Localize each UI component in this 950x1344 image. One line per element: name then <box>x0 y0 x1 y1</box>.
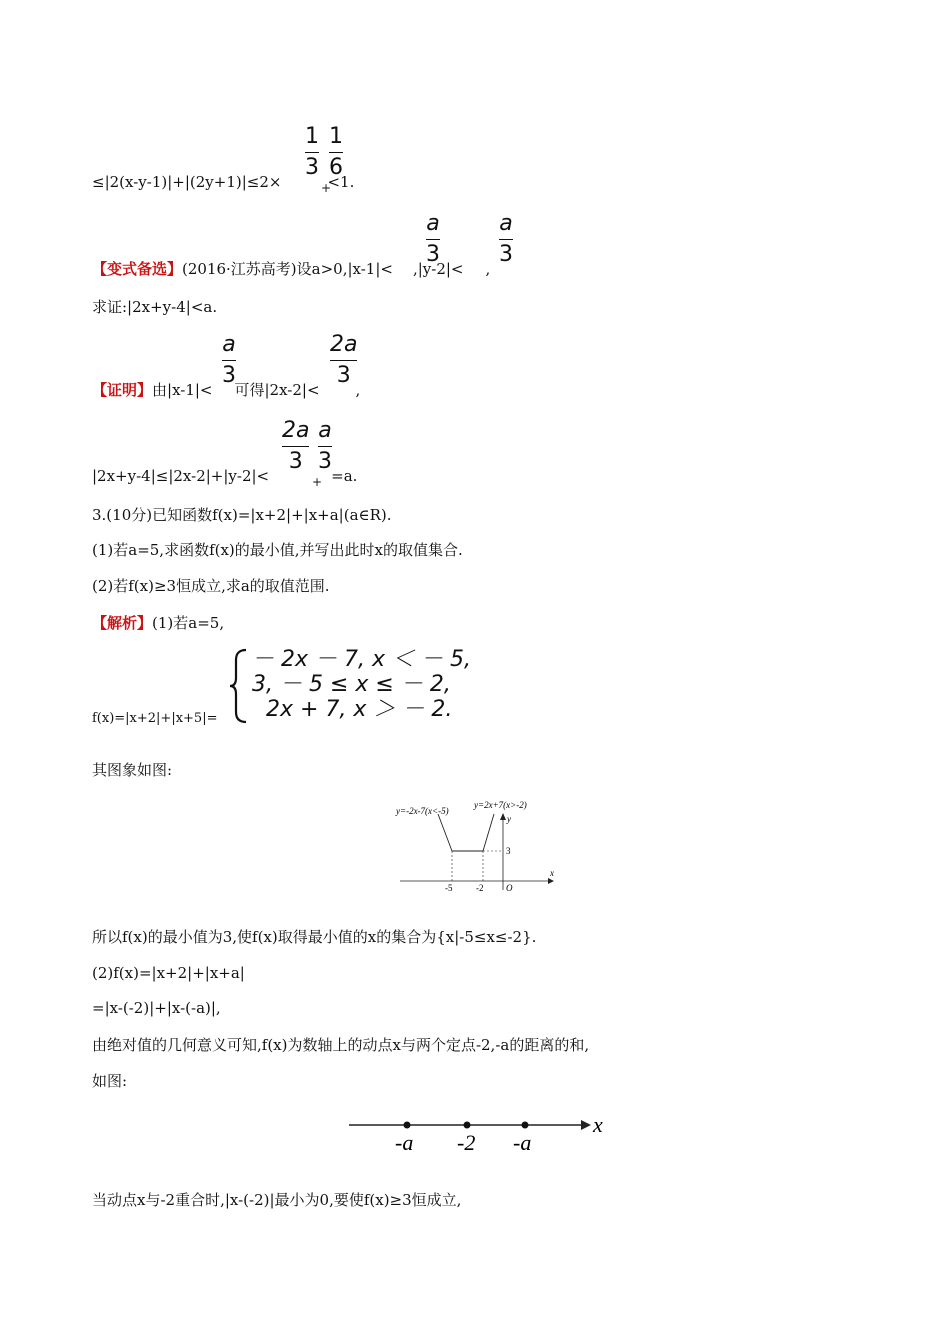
point-minus-a-right <box>522 1122 529 1129</box>
line1-text: ≤|2(x-y-1)|+|(2y+1)|≤2× <box>92 173 282 191</box>
line1-tail: <1. <box>327 173 355 191</box>
fraction-a-over-3 <box>222 332 236 389</box>
ineq-tail: =a. <box>331 467 358 485</box>
proof-mid: 可得|2x-2|< <box>234 381 320 399</box>
number-line-x-label: x <box>593 1112 603 1137</box>
ineq-text: |2x+y-4|≤|2x-2|+|y-2|< <box>92 467 270 485</box>
piecewise-case-3: 2x + 7, x ＞ － 2. <box>266 697 453 722</box>
function-graph <box>390 798 560 894</box>
label-minus-a-right: -a <box>513 1130 532 1155</box>
proof-text: 由|x-1|< <box>152 381 213 399</box>
jiexi-line <box>92 613 224 633</box>
right-branch-label: y=2x+7(x>-2) <box>474 800 527 810</box>
frac-den: 3 <box>318 449 332 474</box>
plus-sign: + <box>321 181 332 195</box>
frac-num: 1 <box>329 124 343 149</box>
proof-end: , <box>355 381 361 399</box>
question-3-part-2: (2)若f(x)≥3恒成立,求a的取值范围. <box>92 577 330 595</box>
bianshi-mid: ,|y-2|< <box>412 260 464 278</box>
part2-line-1: (2)f(x)=|x+2|+|x+a| <box>92 964 245 982</box>
piecewise-case-1: － 2x － 7, x ＜ － 5, <box>252 647 471 672</box>
geometric-meaning-line: 由绝对值的几何意义可知,f(x)为数轴上的动点x与两个定点-2,-a的距离的和, <box>92 1036 590 1054</box>
origin-label: O <box>506 883 513 893</box>
frac-den: 3 <box>499 242 513 267</box>
graph-intro: 其图象如图: <box>92 761 173 779</box>
tick-label-3: 3 <box>506 846 511 856</box>
fraction-2a-over-3 <box>330 332 357 389</box>
number-line <box>345 1108 615 1158</box>
frac-den: 3 <box>305 155 319 180</box>
frac-den: 3 <box>426 242 440 267</box>
prove-statement: 求证:|2x+y-4|<a. <box>92 298 218 316</box>
y-axis-arrow <box>500 813 506 820</box>
left-branch <box>438 814 452 851</box>
part2-line-2: =|x-(-2)|+|x-(-a)|, <box>92 999 221 1017</box>
fraction-one-sixth <box>329 124 343 181</box>
piecewise-case-2: 3, － 5 ≤ x ≤ － 2, <box>252 672 451 697</box>
jiexi-label: 【解析】 <box>92 614 153 632</box>
ru-tu-line: 如图: <box>92 1072 128 1090</box>
frac-den: 6 <box>329 155 343 180</box>
fraction-a-over-3 <box>318 418 332 475</box>
label-minus-2: -2 <box>457 1130 476 1155</box>
bianshi-text: (2016·江苏高考)设a>0,|x-1|< <box>182 260 393 278</box>
left-brace <box>228 648 250 724</box>
frac-num: a <box>499 211 513 236</box>
frac-num: a <box>318 418 332 443</box>
frac-den: 3 <box>336 363 351 388</box>
tick-label-minus-5: -5 <box>445 883 453 893</box>
right-branch <box>483 814 494 851</box>
plus-sign: + <box>312 475 323 489</box>
frac-num: 1 <box>305 124 319 149</box>
frac-den: 3 <box>222 363 236 388</box>
question-3-part-1: (1)若a=5,求函数f(x)的最小值,并写出此时x的取值集合. <box>92 541 463 559</box>
frac-den: 3 <box>288 449 303 474</box>
frac-num: a <box>426 211 440 236</box>
jiexi-text: (1)若a=5, <box>152 614 225 632</box>
bianshi-label: 【变式备选】 <box>92 260 183 278</box>
fraction-2a-over-3 <box>282 418 309 475</box>
label-minus-a-left: -a <box>395 1130 414 1155</box>
y-axis-label: y <box>507 814 511 824</box>
x-axis-arrow <box>548 878 554 884</box>
frac-num: 2a <box>282 418 310 443</box>
point-minus-2 <box>464 1122 471 1129</box>
point-minus-a-left <box>404 1122 411 1129</box>
fraction-one-third <box>305 124 319 181</box>
frac-num: 2a <box>330 332 358 357</box>
min-value-line: 所以f(x)的最小值为3,使f(x)取得最小值的x的集合为{x|-5≤x≤-2}. <box>92 928 537 946</box>
tick-label-minus-2: -2 <box>476 883 484 893</box>
fraction-a-over-3 <box>499 211 513 268</box>
proof-label: 【证明】 <box>92 381 153 399</box>
x-axis-label: x <box>550 868 554 878</box>
last-line: 当动点x与-2重合时,|x-(-2)|最小为0,要使f(x)≥3恒成立, <box>92 1191 462 1209</box>
left-branch-label: y=-2x-7(x<-5) <box>396 806 449 816</box>
number-line-arrow <box>581 1120 591 1130</box>
fraction-a-over-3 <box>426 211 440 268</box>
frac-num: a <box>222 332 236 357</box>
question-3-title: 3.(10分)已知函数f(x)=|x+2|+|x+a|(a∈R). <box>92 506 392 524</box>
bianshi-end: , <box>485 260 491 278</box>
fx-definition: f(x)=|x+2|+|x+5|= <box>92 711 218 726</box>
